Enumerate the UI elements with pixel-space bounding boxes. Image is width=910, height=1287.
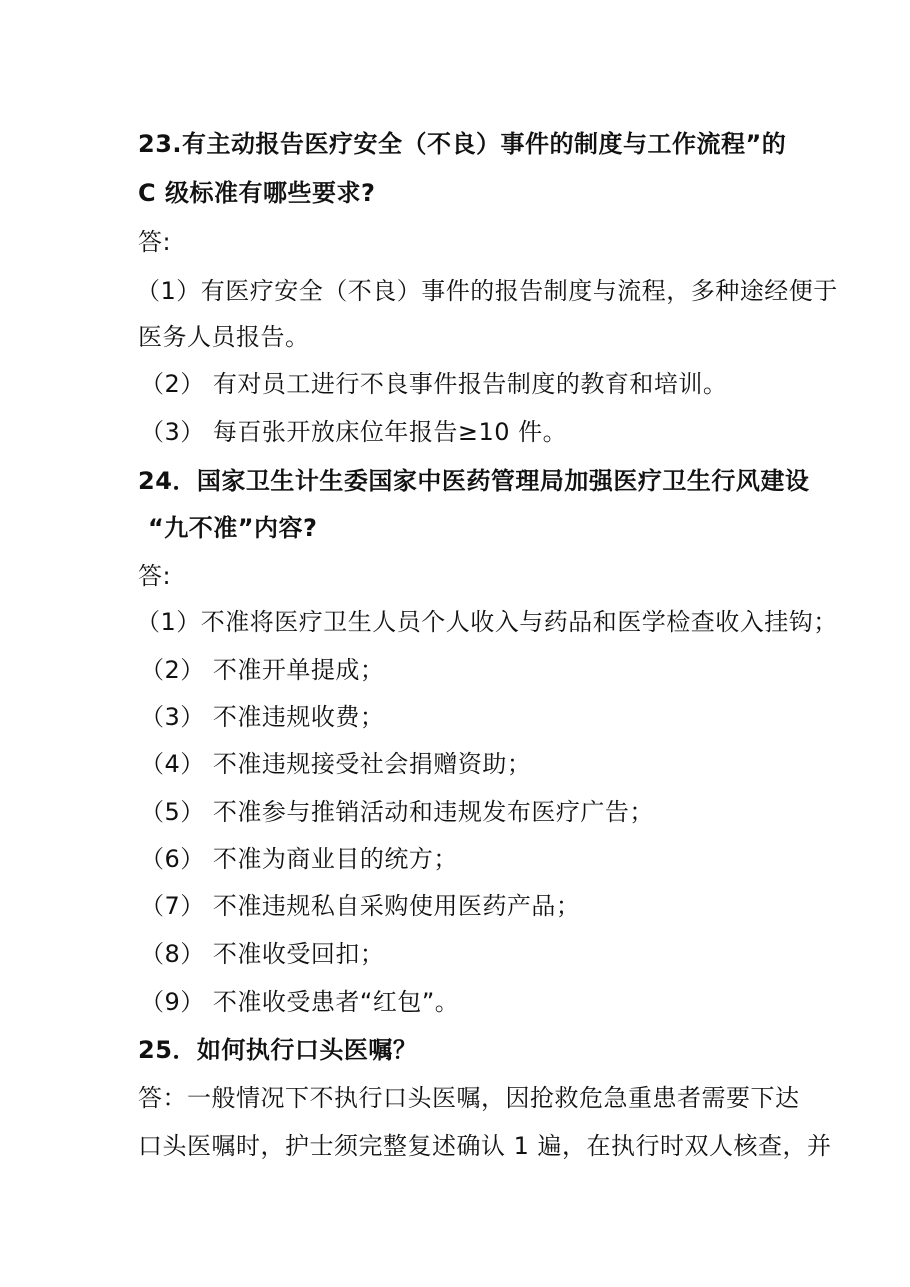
question-23-title-line1: 23.有主动报告医疗安全（不良）事件的制度与工作流程”的 <box>138 130 787 158</box>
question-24-title-line2: “九不准”内容? <box>148 514 318 542</box>
question-24-item: （1）不准将医疗卫生人员个人收入与药品和医学检查收入挂钩； <box>136 608 838 636</box>
question-24-item: （3） 不准违规收费； <box>140 703 385 731</box>
question-23-item: （3） 每百张开放床位年报告≥10 件。 <box>140 418 568 446</box>
question-24-item: （8） 不准收受回扣； <box>140 940 385 968</box>
question-24-title-line1: 24．国家卫生计生委国家中医药管理局加强医疗卫生行风建设 <box>138 467 810 495</box>
question-23-item: （1）有医疗安全（不良）事件的报告制度与流程，多种途经便于 <box>136 277 838 305</box>
question-23-item: 医务人员报告。 <box>138 323 310 351</box>
question-25-title: 25．如何执行口头医嘱？ <box>138 1036 418 1064</box>
question-24-item: （4） 不准违规接受社会捐赠资助； <box>140 750 532 778</box>
question-25-answer-line: 口头医嘱时，护士须完整复述确认 1 遍，在执行时双人核查，并 <box>138 1132 832 1160</box>
question-24-item: （6） 不准为商业目的统方； <box>140 845 458 873</box>
question-23-item: （2） 有对员工进行不良事件报告制度的教育和培训。 <box>140 370 728 398</box>
question-25-answer-line: 答：一般情况下不执行口头医嘱，因抢救危急重患者需要下达 <box>138 1084 800 1112</box>
question-23-title-line2: C 级标准有哪些要求? <box>138 179 376 207</box>
question-24-item: （7） 不准违规私自采购使用医药产品； <box>140 892 581 920</box>
question-24-item: （9） 不准收受患者“红包”。 <box>140 988 460 1016</box>
question-24-answer-label: 答: <box>138 562 172 590</box>
question-24-item: （2） 不准开单提成； <box>140 656 385 684</box>
question-23-answer-label: 答: <box>138 228 172 256</box>
question-24-item: （5） 不准参与推销活动和违规发布医疗广告； <box>140 798 654 826</box>
